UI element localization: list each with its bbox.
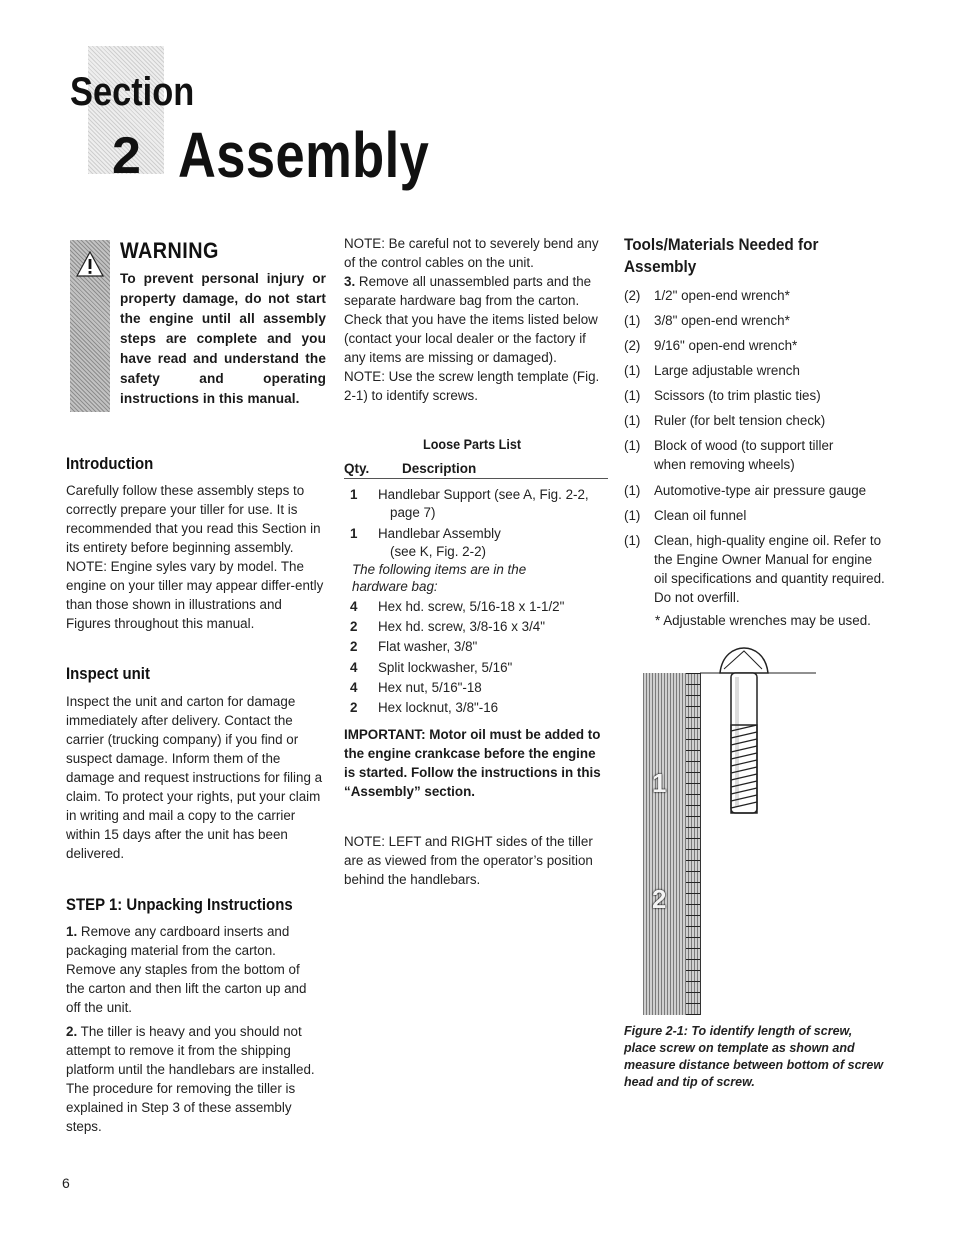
- introduction-text: Carefully follow these assembly steps to correctly prepare your tiller for use. It is recommended that you read this Section in its entirety before beginning assembly. NOTE: Engine syles vary by model. The engine on your tiller may appear differ-ently than those shown in illustrations and Figures throughout this manual.: [66, 483, 324, 631]
- step3-number: 3.: [344, 274, 356, 289]
- table-row: 2 Hex hd. screw, 3/8-16 x 3/4": [350, 619, 546, 634]
- warning-icon: [76, 250, 104, 278]
- list-item: (2) 9/16" open-end wrench*: [624, 338, 798, 353]
- tools-heading: Tools/Materials Needed for Assembly: [624, 235, 819, 276]
- qty-column-header: Qty.: [344, 461, 370, 476]
- step1-item-number: 1.: [66, 924, 78, 939]
- step1-heading: STEP 1: Unpacking Instructions: [66, 895, 293, 914]
- loose-parts-title: Loose Parts List: [423, 436, 522, 452]
- list-item: (1) 3/8" open-end wrench*: [624, 313, 790, 328]
- important-oil-note: IMPORTANT: Motor oil must be added to the engine crankcase before the engine is started. Follow the instructions in this “Assembly” section.: [344, 727, 601, 799]
- table-row: 1 Handlebar Support (see A, Fig. 2-2, page 7): [350, 487, 589, 520]
- section-number: 2: [112, 127, 141, 185]
- table-row: 2 Flat washer, 3/8": [350, 639, 478, 654]
- loose-parts-header: [344, 461, 608, 479]
- inspect-unit-text: Inspect the unit and carton for damage immediately after delivery. Contact the carrier (trucking company) if you find or suspect damage. Inform them of the damage and request instructions for filing a claim. To protect your rights, put your claim in writing and mail a copy to the carrier within 15 days after the unit has been delivered.: [66, 694, 323, 861]
- warning-heading: WARNING: [120, 238, 219, 263]
- table-row: 1 Handlebar Assembly (see K, Fig. 2-2): [350, 526, 501, 559]
- list-item: (1) Block of wood (to support tiller when removing wheels): [624, 438, 834, 472]
- figure-caption: Figure 2-1: To identify length of screw, place screw on template as shown and measure distance between bottom of screw head and tip of screw.: [624, 1024, 884, 1089]
- step3-text: Remove all unassembled parts and the separate hardware bag from the carton. Check that you have the items listed below (contact your local dealer or the factory if any items are missing or damaged). NOTE: Use the screw length template (Fig. 2-1) to identify screws.: [344, 274, 600, 403]
- list-item: (1) Clean oil funnel: [624, 508, 747, 523]
- list-item: (1) Large adjustable wrench: [624, 363, 800, 378]
- screw-illustration: [700, 645, 820, 820]
- table-row: 2 Hex locknut, 3/8"-16: [350, 700, 499, 715]
- introduction-heading: Introduction: [66, 454, 154, 473]
- inspect-unit-heading: Inspect unit: [66, 664, 150, 683]
- warning-text: To prevent personal injury or property damage, do not start the engine until all assembly steps are complete and you have read and understand the safety and operating instructions in this manual.: [120, 271, 326, 406]
- cable-note: NOTE: Be careful not to severely bend any of the control cables on the unit.: [344, 236, 599, 270]
- list-item: (1) Automotive-type air pressure gauge: [624, 483, 867, 498]
- page-title: Assembly: [178, 119, 430, 191]
- ruler-mark-2: 2: [652, 884, 667, 914]
- screw-length-ruler: [643, 673, 701, 1015]
- step1-item-1: [66, 922, 322, 1017]
- list-item: (1) Ruler (for belt tension check): [624, 413, 826, 428]
- hardware-bag-note: The following items are in the hardware bag:: [352, 562, 527, 594]
- ruler-mark-1: 1: [652, 768, 667, 798]
- left-right-note: NOTE: LEFT and RIGHT sides of the tiller are as viewed from the operator’s position behind the handlebars.: [344, 834, 593, 887]
- step1-item-number: 2.: [66, 1024, 78, 1039]
- step3-item: [344, 272, 600, 405]
- ruler-ticks: [686, 673, 700, 1015]
- list-item: (1) Clean, high-quality engine oil. Refer to the Engine Owner Manual for engine oil specifications and quantity required. Do not overfill.: [624, 533, 885, 605]
- description-column-header: Description: [402, 461, 477, 476]
- table-row: 4 Hex hd. screw, 5/16-18 x 1-1/2": [350, 599, 565, 614]
- step1-item-2: [66, 1022, 328, 1136]
- adjustable-wrench-footnote: * Adjustable wrenches may be used.: [655, 613, 871, 628]
- section-label: Section: [70, 70, 195, 114]
- list-item: (2) 1/2" open-end wrench*: [624, 288, 790, 303]
- list-item: (1) Scissors (to trim plastic ties): [624, 388, 821, 403]
- table-row: 4 Hex nut, 5/16"-18: [350, 680, 482, 695]
- step1-item-text: The tiller is heavy and you should not attempt to remove it from the shipping platform until the handlebars are installed. The procedure for removing the tiller is explained in Step 3 of these assembly steps.: [66, 1024, 315, 1134]
- step1-item-text: Remove any cardboard inserts and packaging material from the carton. Remove any staples from the bottom of the carton and then lift the carton up and off the unit.: [66, 924, 307, 1015]
- page-number: 6: [62, 1175, 70, 1191]
- table-row: 4 Split lockwasher, 5/16": [350, 660, 513, 675]
